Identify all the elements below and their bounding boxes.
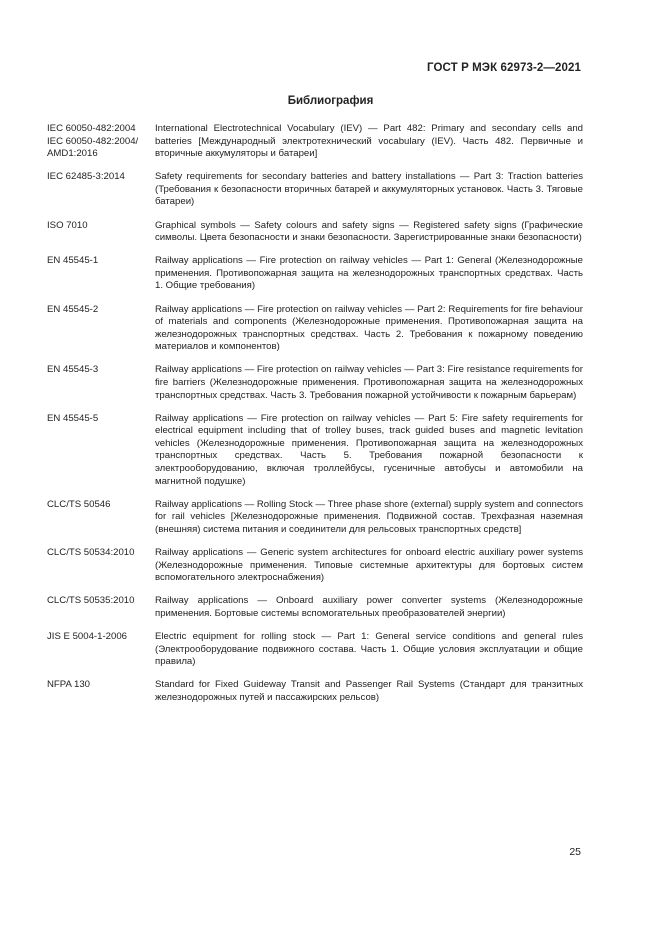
bib-entry (47, 304, 583, 354)
bib-code: EN 45545-3 (47, 364, 99, 376)
page-number: 25 (569, 846, 581, 858)
section-title: Библиография (287, 95, 374, 107)
bib-code: IEC 62485-3:2014 (47, 171, 125, 183)
bib-entry (47, 220, 583, 245)
bib-description: Standard for Fixed Guideway Transit and Passenger Rail Systems (Стандарт для транзитных железнодорожных путей и пассажирских рельсов) (155, 679, 583, 703)
bib-code: EN 45545-5 (47, 412, 99, 424)
bib-code: EN 45545-2 (47, 303, 99, 315)
bib-entry (47, 595, 583, 620)
bib-code: JIS E 5004-1-2006 (47, 631, 128, 642)
bib-entry (47, 499, 583, 537)
bib-code: CLC/TS 50534:2010 (47, 547, 135, 559)
bib-description: Railway applications — Fire protection on railway vehicles — Part 2: Requirements for fire behaviour of materials and components (Железнодорожные применения. Противопожарная защита на железнодорожных транспортных средствах. Часть 2. Требования к пожарному поведению материалов и компонентов) (155, 303, 583, 353)
bib-description: Railway applications — Fire protection on railway vehicles — Part 5: Fire safety requirements for electrical equipment including that of trolley buses, track guided buses and magnetic levitation vehicles (Железнодорожные применения. Противопожарная защита на железнодорожных транспортных средствах. Часть 5. Требования пожарной безопасности к электрооборудованию, включая троллейбусы, гусеничные автобусы и автомобили на магнитной подушке) (155, 412, 583, 487)
bib-entry (47, 171, 583, 209)
bib-description: Railway applications — Generic system architectures for onboard electric auxiliary power systems (Железнодорожные применения. Типовые системные архитектуры для бортовых систем вспомогательного электроснабжения) (155, 547, 583, 584)
bib-code: CLC/TS 50535:2010 (47, 595, 135, 607)
bib-code: EN 45545-1 (47, 255, 99, 267)
bib-code: NFPA 130 (47, 679, 91, 691)
bib-entry (47, 679, 583, 704)
bib-code: ISO 7010 (47, 219, 88, 231)
bib-description: Electric equipment for rolling stock — Part 1: General service conditions and general rules (Электрооборудование подвижного состава. Часть 1. Общие условия эксплуатации и общие правила) (155, 631, 583, 668)
bib-entry (47, 631, 583, 669)
document-code: ГОСТ Р МЭК 62973-2—2021 (427, 62, 581, 74)
bib-description: Railway applications — Rolling Stock — Three phase shore (external) supply system and connectors for rail vehicles [Железнодорожные применения. Подвижной состав. Трехфазная наземная (внешняя) система питания и соединители для рельсовых транспортных средств] (155, 498, 584, 535)
bib-description: Graphical symbols — Safety colours and safety signs — Registered safety signs (Графические символы. Цвета безопасности и знаки безопасности. Зарегистрированные знаки безопасности) (155, 219, 583, 244)
bib-entry (47, 413, 583, 489)
bib-description: Railway applications — Fire protection on railway vehicles — Part 1: General (Железнодорожные применения. Противопожарная защита на железнодорожных транспортных средствах. Часть 1. Общие требования) (155, 255, 583, 292)
bib-entry (47, 123, 583, 161)
bib-description: Safety requirements for secondary batteries and battery installations — Part 3: Traction batteries (Требования к безопасности вторичных батарей и аккумуляторных установок. Часть 3. Тяговые батареи) (155, 171, 583, 208)
bib-description: Railway applications — Fire protection on railway vehicles — Part 3: Fire resistance requirements for fire barriers (Железнодорожные применения. Противопожарная защита на железнодорожных транспортных средствах. Часть 3. Требования пожарной устойчивости к пожарным барьерам) (155, 364, 583, 401)
bib-entry (47, 364, 583, 402)
bib-entry (47, 255, 583, 293)
bib-code: IEC 60050-482:2004 IEC 60050-482:2004/ AMD1:2016 (47, 123, 139, 160)
bib-description: Railway applications — Onboard auxiliary power converter systems (Железнодорожные применения. Бортовые системы вспомогательных преобразователей энергии) (155, 595, 583, 619)
bibliography-list (47, 123, 583, 715)
bib-entry (47, 547, 583, 585)
bib-description: International Electrotechnical Vocabulary (IEV) — Part 482: Primary and secondary cells and batteries [Международный электротехнический vocabulary (IEV). Часть 482. Первичные и вторичные аккумуляторы и батареи] (155, 123, 583, 160)
bib-code: CLC/TS 50546 (47, 498, 111, 510)
